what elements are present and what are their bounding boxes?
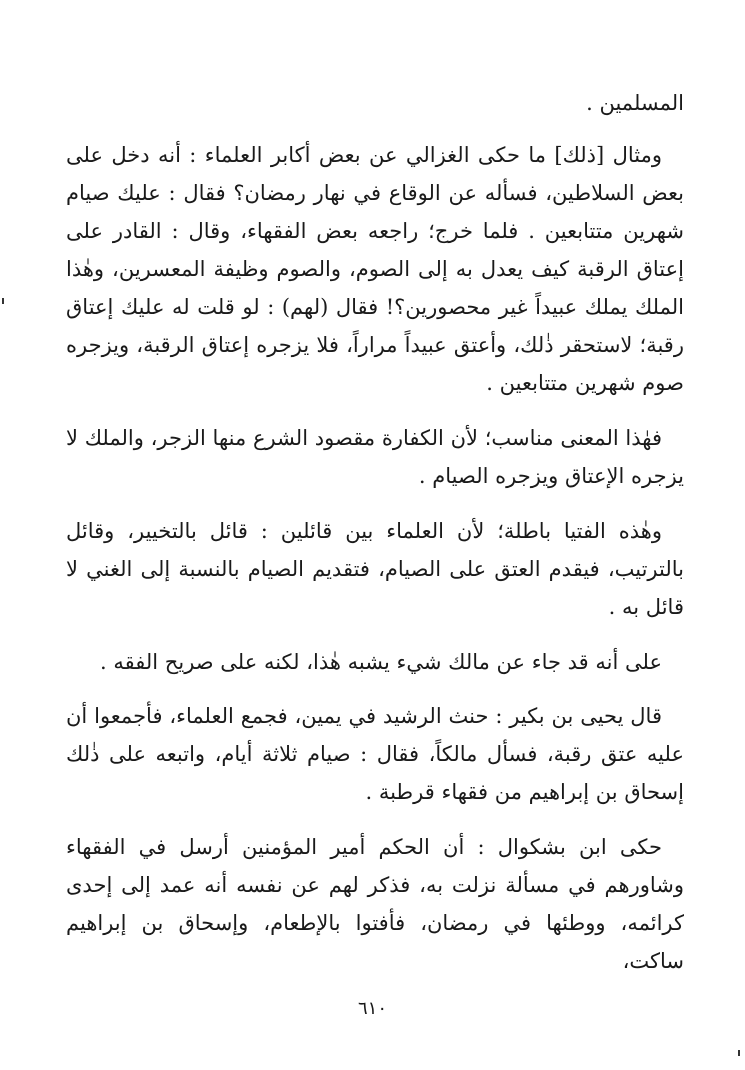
paragraph-3: فهٰذا المعنى مناسب؛ لأن الكفارة مقصود الشرع منها الزجر، والملك لا يزجره الإعتاق ويزجره الصيام .: [66, 426, 684, 488]
body-text: [66, 84, 684, 997]
paragraph-4: وهٰذه الفتيا باطلة؛ لأن العلماء بين قائلين : قائل بالتخيير، وقائل بالترتيب، فيقدم العتق على الصيام، فتقديم الصيام بالنسبة إلى الغني لا قائل به .: [66, 519, 684, 619]
paragraph-6: قال يحيى بن بكير : حنث الرشيد في يمين، فجمع العلماء، فأجمعوا أن عليه عتق رقبة، فسأل مالكاً، فقال : صيام ثلاثة أيام، واتبعه على ذٰلك إسحاق بن إبراهيم من فقهاء قرطبة .: [66, 704, 684, 804]
page-number: ٦١٠: [357, 998, 387, 1019]
paragraph-5: على أنه قد جاء عن مالك شيء يشبه هٰذا، لكنه على صريح الفقه .: [100, 650, 662, 674]
paragraph-1: المسلمين .: [586, 91, 684, 115]
scan-edge-mark: [738, 1050, 740, 1056]
scan-edge-mark: [2, 298, 4, 304]
paragraph-2: ومثال [ذلك] ما حكى الغزالي عن بعض أكابر العلماء : أنه دخل على بعض السلاطين، فسأله عن الوقاع في نهار رمضان؟ فقال : عليك صيام شهرين متتابعين . فلما خرج؛ راجعه بعض الفقهاء، وقال : القادر على إعتاق الرقبة كيف يعدل به إلى الصوم، والصوم وظيفة المعسرين، وهٰذا الملك يملك عبيداً غير محصورين؟! فقال (لهم) : لو قلت له عليك إعتاق رقبة؛ لاستحقر ذٰلك، وأعتق عبيداً مراراً، فلا يزجره إعتاق الرقبة، ويزجره صوم شهرين متتابعين .: [66, 143, 684, 395]
paragraph-7: حكى ابن بشكوال : أن الحكم أمير المؤمنين أرسل في الفقهاء وشاورهم في مسألة نزلت به، فذكر لهم عن نفسه أنه عمد إلى إحدى كرائمه، ووطئها في رمضان، فأفتوا بالإطعام، وإسحاق بن إبراهيم ساكت،: [66, 835, 684, 973]
